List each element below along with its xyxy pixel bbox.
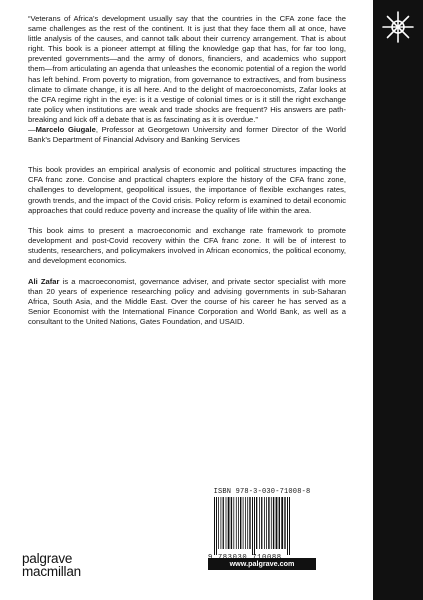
- palgrave-star-icon: [379, 8, 417, 46]
- barcode-bar: [279, 497, 280, 549]
- isbn-label: ISBN 978-3-030-71008-8: [213, 488, 311, 496]
- barcode-bar: [281, 497, 283, 549]
- barcode-bar: [216, 497, 217, 555]
- barcode-bar: [284, 497, 285, 549]
- barcode-bar: [261, 497, 262, 549]
- barcode-bar: [233, 497, 234, 549]
- barcode-bar: [268, 497, 269, 549]
- barcode-bar: [287, 497, 288, 555]
- isbn-barcode-block: [208, 488, 316, 562]
- endorser-title: , Professor at Georgetown University and former Director of the World Bank’s Department of Financial Advisory and Banking Services: [28, 125, 346, 145]
- barcode-bar: [276, 497, 278, 549]
- barcode-bar: [218, 497, 219, 549]
- publisher-name-line2: macmillan: [22, 564, 81, 579]
- barcode: [208, 497, 316, 555]
- barcode-bar: [247, 497, 248, 549]
- cover-side-strip: [373, 0, 423, 600]
- barcode-bar: [245, 497, 246, 549]
- endorsement-quote: “Veterans of Africa’s development usually say that the countries in the CFA zone face the same challenges as the rest of the continent. It is just that they face them all at once, have little analysis of the causes, and cannot talk about their currency arrangement. That is about right. This book is a pioneer attempt at filling the knowledge gap that has, for far too long, prevented governments—and the army of donors, financiers, and academics who support them—from articulating an agenda that unleashes the economic potential of a region the world has left behind. From poverty to migration, from governance to extractives, and from business climate to climate change, it is all here. And to the delight of macroeconomists, Zafar looks at the CFA regime right in the eye: is it a vestige of colonial times or is it still the right exchange rate policy when institutions are weak and trade shocks are frequent? His answers are path-breaking and kick off a debate that is as fascinating as it is overdue.”: [28, 14, 346, 124]
- barcode-bar: [214, 497, 215, 555]
- barcode-bar: [243, 497, 244, 549]
- author-bio-text: is a macroeconomist, governance adviser, and private sector specialist with more than 20 years of experience researching policy and advising governments in sub-Saharan Africa, South Asia, and the Middle East. Over the course of his career he has served as a Senior Economist with the International Finance Corporation and World Bank, as well as a consultant to the United Nations, Gates Foundation, and USAID.: [28, 277, 346, 327]
- barcode-bar: [266, 497, 267, 549]
- barcode-bar: [228, 497, 230, 549]
- endorsement-attribution: [28, 125, 346, 145]
- barcode-bar: [238, 497, 239, 549]
- back-cover-text: [28, 14, 346, 328]
- barcode-bar: [252, 497, 253, 555]
- barcode-bar: [240, 497, 241, 549]
- barcode-bar: [249, 497, 250, 549]
- publisher-name-line1: palgrave: [22, 551, 73, 566]
- description-paragraph-2: This book aims to present a macroeconomic and exchange rate framework to promote development and post-Covid recovery within the CFA franc zone. It will be of interest to students, researchers, and policymakers involved in African economics, the political economy, and development economics.: [28, 226, 346, 266]
- barcode-bar: [254, 497, 255, 555]
- author-name: Ali Zafar: [28, 277, 60, 287]
- barcode-bar: [223, 497, 224, 549]
- publisher-website: www.palgrave.com: [208, 558, 316, 570]
- barcode-bar: [256, 497, 257, 549]
- endorser-name: Marcelo Giugale: [35, 125, 96, 135]
- attribution-dash: —: [28, 125, 36, 135]
- barcode-bar: [236, 497, 237, 549]
- barcode-bar: [231, 497, 232, 549]
- publisher-logo: [22, 552, 81, 579]
- barcode-bar: [271, 497, 272, 549]
- palgrave-logo: [379, 8, 417, 46]
- barcode-bar: [289, 497, 290, 555]
- barcode-bar: [226, 497, 227, 549]
- barcode-bar: [264, 497, 265, 549]
- barcode-bar: [221, 497, 222, 549]
- author-bio: [28, 277, 346, 327]
- barcode-bar: [273, 497, 274, 549]
- description-paragraph-1: This book provides an empirical analysis of economic and political structures impacting the CFA franc zone. Concise and practical chapters explore the history of the CFA franc zone, challenges to development, geopolitical issues, the importance of flexible exchanges rates, growth trends, and the impact of the Covid crisis. Policy reform is examined to detail economic approaches that could reduce poverty and increase the quality of life within the area.: [28, 165, 346, 215]
- barcode-bar: [259, 497, 260, 549]
